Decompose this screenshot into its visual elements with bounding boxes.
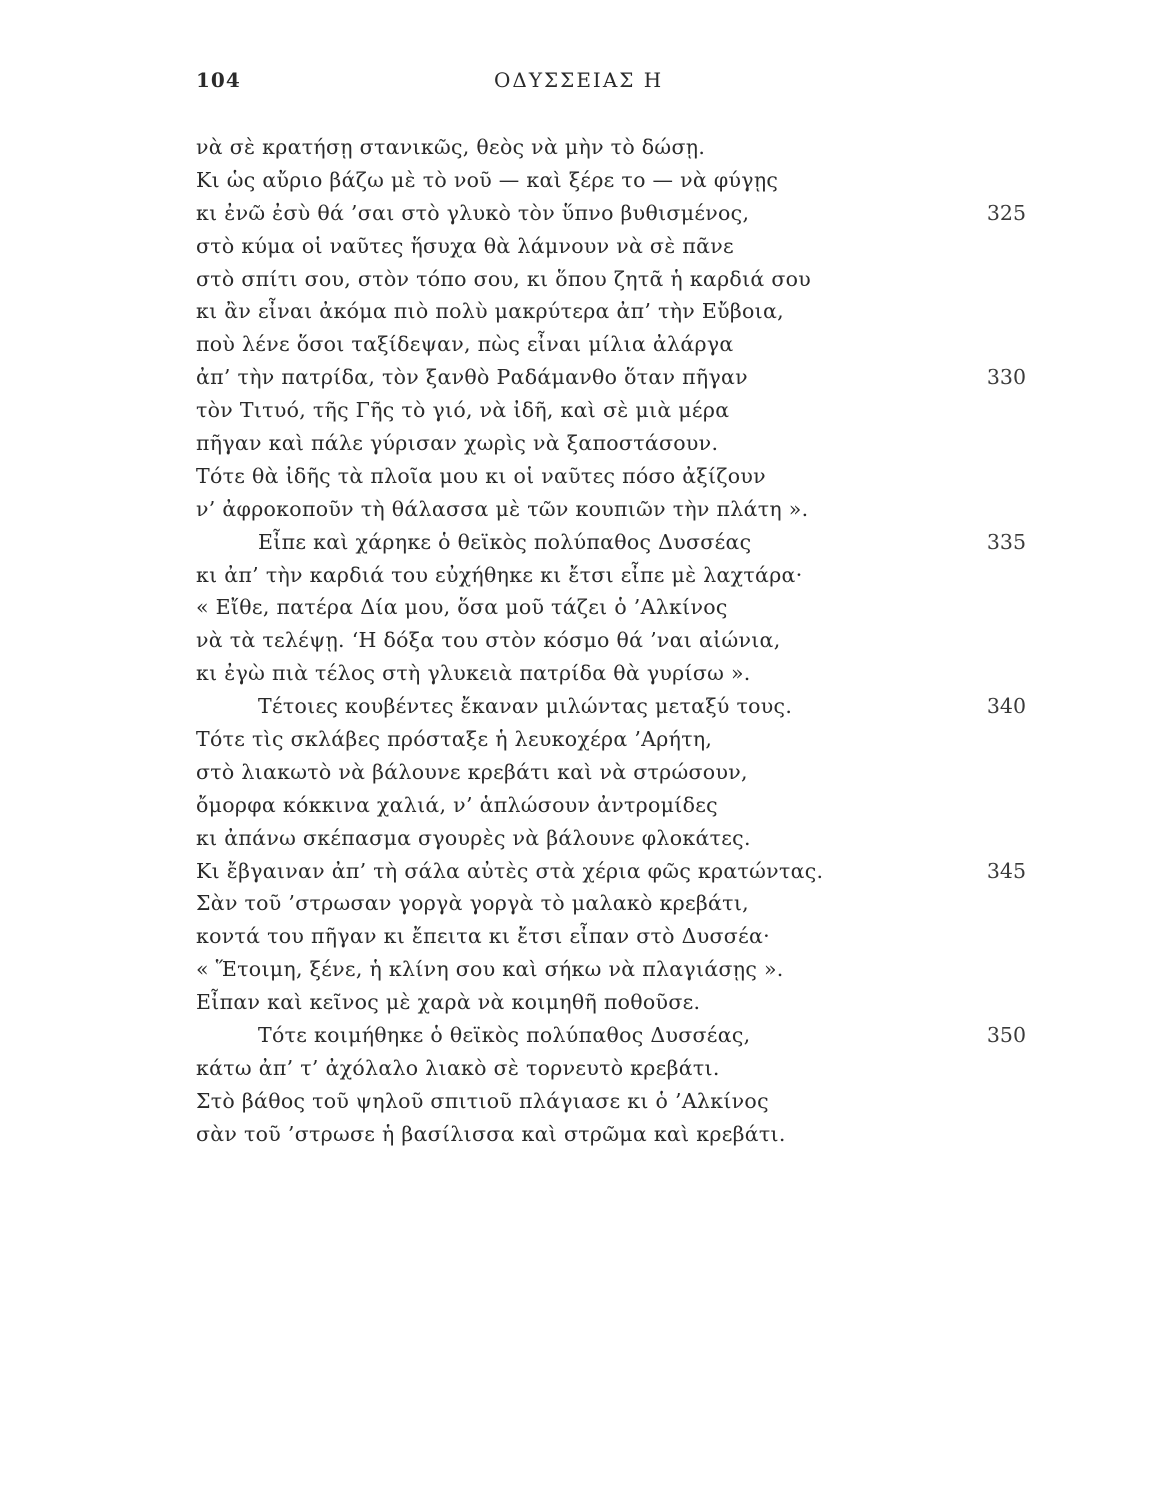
verse-line — [196, 887, 1026, 920]
running-title: ΟΔΥΣΣΕΙΑΣ Η — [494, 68, 664, 92]
verse-text: κι ἀπάνω σκέπασμα σγουρὲς νὰ βάλουνε φλοκάτες. — [196, 825, 751, 850]
line-number: 325 — [986, 200, 1026, 225]
verse-line — [196, 361, 1026, 394]
verse-line — [196, 460, 1026, 493]
verse-text: κι ἀπ’ τὴν καρδιά του εὐχήθηκε κι ἔτσι εἶπε μὲ λαχτάρα· — [196, 562, 803, 587]
verse-text: Τότε θὰ ἰδῆς τὰ πλοῖα μου κι οἱ ναῦτες πόσο ἀξίζουν — [196, 463, 766, 488]
line-number: 340 — [986, 694, 1026, 719]
verse-text: Κι ἔβγαιναν ἀπ’ τὴ σάλα αὐτὲς στὰ χέρια φῶς κρατώντας. — [196, 858, 824, 883]
verse-line — [196, 493, 1026, 526]
verse-text: Τέτοιες κουβέντες ἔκαναν μιλώντας μεταξύ τους. — [258, 694, 793, 719]
verse-text: Στὸ βάθος τοῦ ψηλοῦ σπιτιοῦ πλάγιασε κι ὁ ’Αλκίνος — [196, 1088, 769, 1113]
verse-line — [196, 789, 1026, 822]
verse-text: Εἶπε καὶ χάρηκε ὁ θεϊκὸς πολύπαθος Δυσσέας — [258, 529, 752, 554]
verse-text: στὸ σπίτι σου, στὸν τόπο σου, κι ὅπου ζητᾶ ἡ καρδιά σου — [196, 266, 812, 291]
line-number: 350 — [986, 1023, 1026, 1048]
verse-text: ν’ ἀφροκοποῦν τὴ θάλασσα μὲ τῶν κουπιῶν τὴν πλάτη ». — [196, 496, 809, 521]
verse-text: ὄμορφα κόκκινα χαλιά, ν’ ἁπλώσουν ἀντρομίδες — [196, 792, 718, 817]
verse-text: κι ἐνῶ ἐσὺ θά ’σαι στὸ γλυκὸ τὸν ὕπνο βυθισμένος, — [196, 200, 750, 225]
verse-line — [196, 263, 1026, 296]
verse-text: κάτω ἀπ’ τ’ ἀχόλαλο λιακὸ σὲ τορνευτὸ κρεβάτι. — [196, 1055, 720, 1080]
verse-line — [196, 624, 1026, 657]
page-number: 104 — [196, 68, 241, 92]
verse-line — [196, 591, 1026, 624]
line-number: 345 — [986, 858, 1026, 883]
verse-line — [196, 295, 1026, 328]
verse-text: κι ἐγὼ πιὰ τέλος στὴ γλυκειὰ πατρίδα θὰ γυρίσω ». — [196, 661, 751, 686]
verse-line — [196, 657, 1026, 690]
verse-line — [196, 920, 1026, 953]
verse-text: νὰ σὲ κρατήσῃ στανικῶς, θεὸς νὰ μὴν τὸ δώσῃ. — [196, 135, 706, 159]
verse-line — [196, 756, 1026, 789]
verse-line — [196, 230, 1026, 263]
verse-line — [196, 427, 1026, 460]
verse-text: Σὰν τοῦ ’στρωσαν γοργὰ γοργὰ τὸ μαλακὸ κρεβάτι, — [196, 891, 749, 916]
verse-line — [196, 855, 1026, 888]
page-header — [196, 68, 1026, 98]
verse-text: Κι ὡς αὔριο βάζω μὲ τὸ νοῦ — καὶ ξέρε το — νὰ φύγῃς — [196, 167, 779, 192]
verse-line — [196, 1019, 1026, 1052]
verse-line — [196, 690, 1026, 723]
verse-text: ἀπ’ τὴν πατρίδα, τὸν ξανθὸ Ραδάμανθο ὅταν πῆγαν — [196, 365, 748, 390]
verse-line — [196, 953, 1026, 986]
verse-line — [196, 197, 1026, 230]
verse-text: Τότε τὶς σκλάβες πρόσταξε ἡ λευκοχέρα ’Αρήτη, — [196, 727, 713, 752]
verse-line — [196, 822, 1026, 855]
verse-text: σὰν τοῦ ’στρωσε ἡ βασίλισσα καὶ στρῶμα καὶ κρεβάτι. — [196, 1121, 786, 1146]
verse-text: πῆγαν καὶ πάλε γύρισαν χωρὶς νὰ ξαποστάσουν. — [196, 431, 719, 456]
verse-line — [196, 1052, 1026, 1085]
verse-text: νὰ τὰ τελέψῃ. ‘Η δόξα του στὸν κόσμο θά ’ναι αἰώνια, — [196, 628, 781, 653]
verse-line — [196, 1085, 1026, 1118]
verse-text: ποὺ λένε ὅσοι ταξίδεψαν, πὼς εἶναι μίλια ἀλάργα — [196, 332, 734, 357]
verse-text: κι ἂν εἶναι ἀκόμα πιὸ πολὺ μακρύτερα ἀπ’ τὴν Εὔβοια, — [196, 299, 784, 324]
verse-text: τὸν Τιτυό, τῆς Γῆς τὸ γιό, νὰ ἰδῆ, καὶ σὲ μιὰ μέρα — [196, 398, 730, 423]
verse-line — [196, 559, 1026, 592]
verse-line — [196, 164, 1026, 197]
verse-line — [196, 1118, 1026, 1151]
line-number: 335 — [986, 529, 1026, 554]
verse-line — [196, 723, 1026, 756]
verse-text: Εἶπαν καὶ κεῖνος μὲ χαρὰ νὰ κοιμηθῆ ποθοῦσε. — [196, 990, 701, 1015]
verse-text: Τότε κοιμήθηκε ὁ θεϊκὸς πολύπαθος Δυσσέας, — [258, 1023, 751, 1048]
verse-text: « Ἕτοιμη, ξένε, ἡ κλίνη σου καὶ σήκω νὰ πλαγιάσῃς ». — [196, 957, 784, 982]
verse-line — [196, 986, 1026, 1019]
verse-line — [196, 328, 1026, 361]
verse-line — [196, 394, 1026, 427]
verse-block — [196, 131, 1026, 1151]
line-number: 330 — [986, 365, 1026, 390]
verse-text: « Εἴθε, πατέρα Δία μου, ὅσα μοῦ τάζει ὁ ’Αλκίνος — [196, 595, 728, 620]
verse-line — [196, 131, 1026, 164]
verse-line — [196, 526, 1026, 559]
verse-text: στὸ κύμα οἱ ναῦτες ἥσυχα θὰ λάμνουν νὰ σὲ πᾶνε — [196, 233, 734, 258]
verse-text: στὸ λιακωτὸ νὰ βάλουνε κρεβάτι καὶ νὰ στρώσουν, — [196, 759, 748, 784]
verse-text: κοντά του πῆγαν κι ἔπειτα κι ἔτσι εἶπαν στὸ Δυσσέα· — [196, 924, 770, 949]
